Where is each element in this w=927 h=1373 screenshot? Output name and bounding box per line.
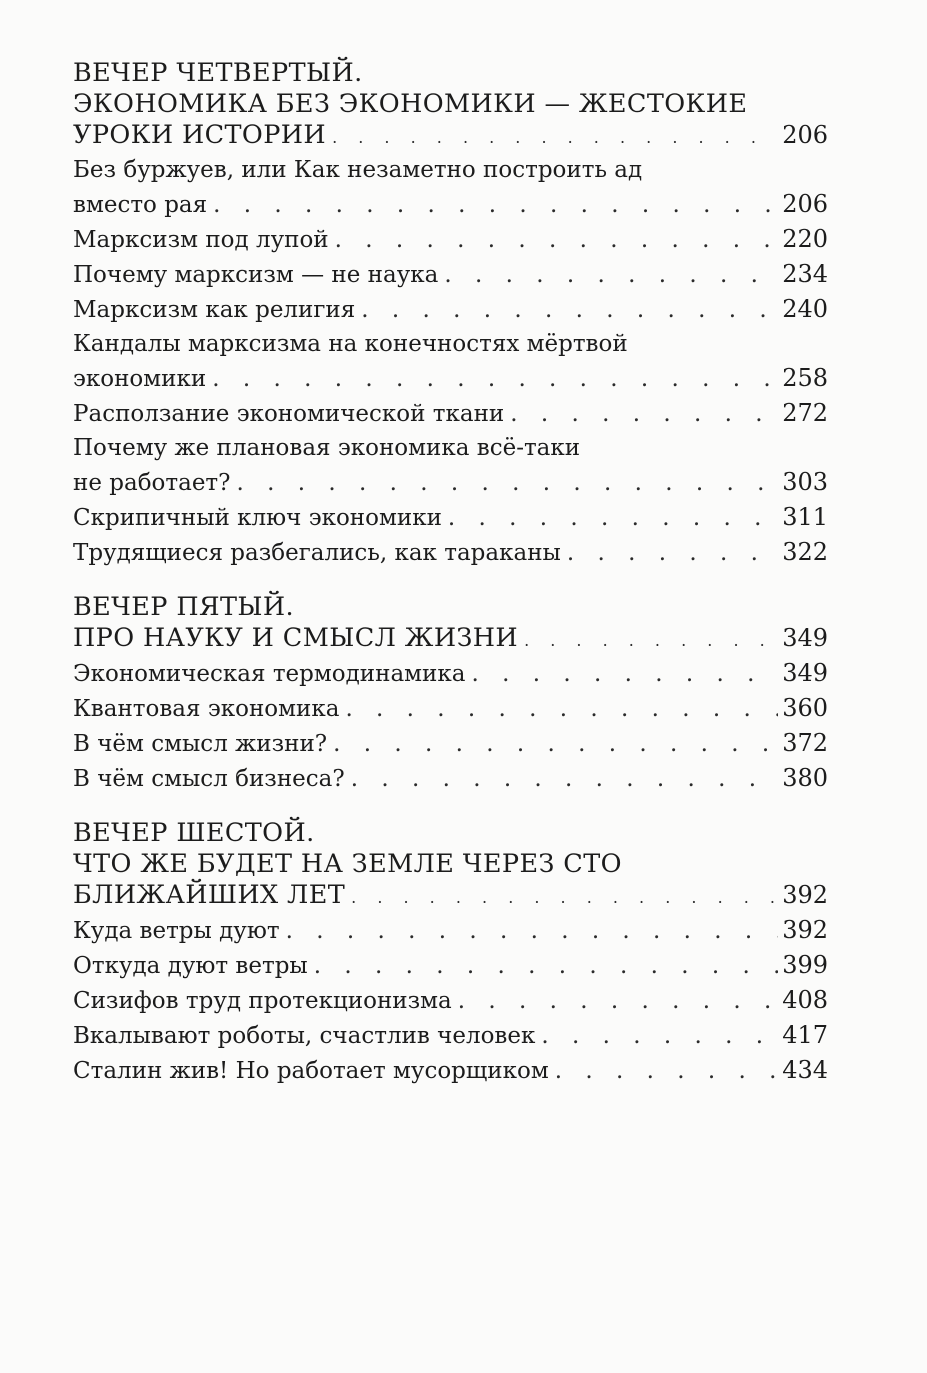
toc-section (73, 818, 828, 1088)
entry-title: Трудящиеся разбегались, как тараканы (73, 540, 561, 566)
entry-title-line: Кандалы марксизма на конечностях мёртвой (73, 331, 628, 357)
toc-entry (73, 656, 828, 691)
dot-leader (541, 1019, 778, 1053)
section-heading-leader (73, 623, 828, 656)
entry-leader (73, 1018, 828, 1053)
page-number: 303 (782, 468, 828, 496)
dot-leader (314, 949, 778, 983)
toc-entry (73, 431, 828, 500)
page-number: 322 (782, 538, 828, 566)
section-heading-leader (73, 880, 828, 913)
entry-title: экономики (73, 366, 207, 392)
dot-leader (510, 397, 778, 431)
section-heading: ВЕЧЕР ЧЕТВЕРТЫЙ. (73, 58, 363, 88)
toc-entry (73, 292, 828, 327)
entry-title: Квантовая экономика (73, 696, 340, 722)
entry-leader (73, 465, 828, 500)
entry-title: Откуда дуют ветры (73, 953, 308, 979)
dot-leader (345, 692, 778, 726)
dot-leader (351, 882, 778, 913)
table-of-contents (73, 58, 828, 1110)
toc-entry (73, 691, 828, 726)
page-number: 220 (782, 225, 828, 253)
toc-entry (73, 535, 828, 570)
toc-entry (73, 500, 828, 535)
entry-leader (73, 535, 828, 570)
dot-leader (351, 762, 778, 796)
entry-leader (73, 948, 828, 983)
entry-title: Марксизм как религия (73, 297, 356, 323)
entry-leader (73, 913, 828, 948)
page-number: 349 (782, 659, 828, 687)
dot-leader (444, 258, 778, 292)
page-number: 206 (782, 121, 828, 149)
toc-entry (73, 222, 828, 257)
page-number: 392 (782, 881, 828, 909)
entry-leader (73, 656, 828, 691)
toc-entry (73, 726, 828, 761)
page-number: 392 (782, 916, 828, 944)
entry-leader (73, 396, 828, 431)
page-number: 234 (782, 260, 828, 288)
page-number: 349 (782, 624, 828, 652)
entry-leader (73, 761, 828, 796)
toc-entry (73, 1018, 828, 1053)
entry-leader (73, 983, 828, 1018)
toc-entry (73, 396, 828, 431)
dot-leader (361, 293, 778, 327)
toc-entry (73, 327, 828, 396)
toc-entry (73, 153, 828, 222)
toc-entry (73, 983, 828, 1018)
entry-title: Вкалывают роботы, счастлив человек (73, 1023, 536, 1049)
entry-title: вместо рая (73, 192, 208, 218)
entry-title: Куда ветры дуют (73, 918, 280, 944)
section-heading: ВЕЧЕР ШЕСТОЙ. (73, 818, 315, 848)
dot-leader (335, 223, 779, 257)
toc-entry (73, 948, 828, 983)
section-heading: ЧТО ЖЕ БУДЕТ НА ЗЕМЛЕ ЧЕРЕЗ СТО (73, 849, 622, 879)
section-heading-leader (73, 120, 828, 153)
entry-leader (73, 187, 828, 222)
entry-title-line: Почему же плановая экономика всё-таки (73, 435, 581, 461)
dot-leader (555, 1054, 778, 1088)
page-number: 240 (782, 295, 828, 323)
dot-leader (213, 188, 778, 222)
entry-title: Сталин жив! Но работает мусорщиком (73, 1058, 549, 1084)
dot-leader (524, 625, 778, 656)
dot-leader (567, 536, 778, 570)
toc-section (73, 592, 828, 796)
toc-entry (73, 1053, 828, 1088)
page-number: 258 (782, 364, 828, 392)
entry-title: Скрипичный ключ экономики (73, 505, 442, 531)
entry-leader (73, 257, 828, 292)
dot-leader (448, 501, 778, 535)
entry-title: В чём смысл жизни? (73, 731, 328, 757)
page-number: 399 (782, 951, 828, 979)
dot-leader (458, 984, 778, 1018)
entry-leader (73, 1053, 828, 1088)
page-number: 417 (782, 1021, 828, 1049)
toc-section (73, 58, 828, 570)
page-number: 434 (782, 1056, 828, 1084)
dot-leader (333, 727, 778, 761)
dot-leader (286, 914, 779, 948)
entry-leader (73, 222, 828, 257)
page-number: 408 (782, 986, 828, 1014)
section-heading: ВЕЧЕР ПЯТЫЙ. (73, 592, 295, 622)
section-heading: УРОКИ ИСТОРИИ (73, 120, 327, 150)
entry-leader (73, 691, 828, 726)
page-number: 206 (782, 190, 828, 218)
toc-entry (73, 257, 828, 292)
section-heading: БЛИЖАЙШИХ ЛЕТ (73, 880, 346, 910)
entry-title-line: Без буржуев, или Как незаметно построить ад (73, 157, 643, 183)
dot-leader (471, 657, 778, 691)
dot-leader (332, 122, 778, 153)
entry-leader (73, 500, 828, 535)
entry-title: В чём смысл бизнеса? (73, 766, 345, 792)
toc-entry (73, 913, 828, 948)
section-heading: ЭКОНОМИКА БЕЗ ЭКОНОМИКИ — ЖЕСТОКИЕ (73, 89, 748, 119)
entry-title: Расползание экономической ткани (73, 401, 505, 427)
section-heading: ПРО НАУКУ И СМЫСЛ ЖИЗНИ (73, 623, 519, 653)
entry-leader (73, 292, 828, 327)
entry-title: Экономическая термодинамика (73, 661, 466, 687)
entry-title: Марксизм под лупой (73, 227, 329, 253)
page-number: 272 (782, 399, 828, 427)
page-number: 311 (782, 503, 828, 531)
page-number: 380 (782, 764, 828, 792)
toc-entry (73, 761, 828, 796)
page-number: 372 (782, 729, 828, 757)
entry-title: Почему марксизм — не наука (73, 262, 439, 288)
page-number: 360 (782, 694, 828, 722)
entry-leader (73, 361, 828, 396)
dot-leader (212, 362, 778, 396)
dot-leader (237, 466, 779, 500)
entry-title: не работает? (73, 470, 231, 496)
entry-title: Сизифов труд протекционизма (73, 988, 452, 1014)
entry-leader (73, 726, 828, 761)
